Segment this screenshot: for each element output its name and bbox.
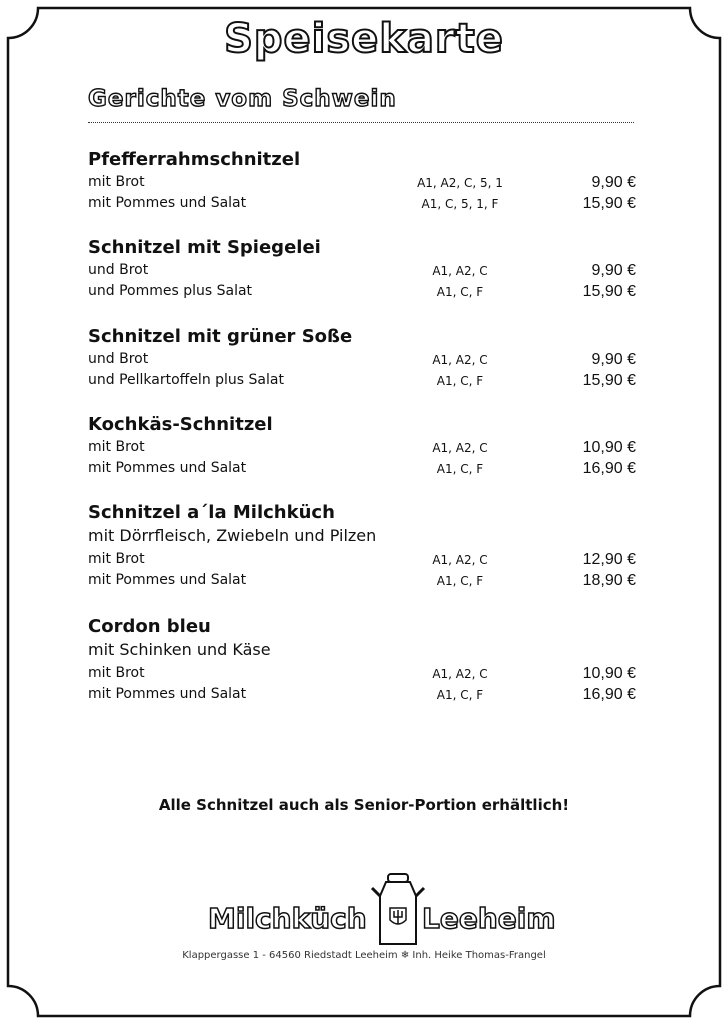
logo — [208, 870, 556, 950]
price: 10,90 € — [582, 665, 636, 682]
option-label: mit Brot — [88, 439, 145, 455]
dish-name: Pfefferrahmschnitzel — [88, 149, 301, 170]
menu-item — [88, 325, 636, 391]
option-label: und Pellkartoffeln plus Salat — [88, 372, 284, 388]
senior-portion-note: Alle Schnitzel auch als Senior-Portion erhältlich! — [158, 796, 570, 814]
logo-text-left: Milchküch — [208, 902, 367, 935]
allergens: A1, A2, C — [432, 264, 488, 278]
allergens: A1, A2, C — [432, 441, 488, 455]
option-label: mit Brot — [88, 551, 145, 567]
allergens: A1, C, F — [436, 574, 484, 588]
dish-description: mit Schinken und Käse — [88, 640, 271, 659]
allergens: A1, C, 5, 1, F — [421, 197, 499, 211]
price: 16,90 € — [582, 460, 636, 477]
dish-option — [88, 684, 636, 705]
allergens: A1, C, F — [436, 374, 484, 388]
menu-item — [88, 615, 636, 705]
allergens: A1, A2, C — [432, 667, 488, 681]
price: 12,90 € — [582, 551, 636, 568]
price: 9,90 € — [591, 351, 636, 368]
dish-option — [88, 281, 636, 302]
dish-option — [88, 458, 636, 479]
dish-name: Kochkäs-Schnitzel — [88, 414, 273, 435]
dish-option — [88, 349, 636, 370]
price: 9,90 € — [591, 262, 636, 279]
option-label: mit Brot — [88, 665, 145, 681]
price: 16,90 € — [582, 686, 636, 703]
dish-name: Schnitzel a´la Milchküch — [88, 502, 335, 523]
milk-can-icon — [368, 870, 428, 950]
menu-item — [88, 236, 636, 302]
dish-option — [88, 663, 636, 684]
price: 15,90 € — [582, 372, 636, 389]
option-label: mit Pommes und Salat — [88, 195, 247, 211]
dish-option — [88, 570, 636, 591]
address: Klappergasse 1 - 64560 Riedstadt Leeheim ❄ Inh. Heike Thomas-Frangel — [182, 950, 546, 961]
option-label: mit Pommes und Salat — [88, 686, 247, 702]
price: 9,90 € — [591, 174, 636, 191]
dish-name: Schnitzel mit Spiegelei — [88, 237, 321, 258]
allergens: A1, C, F — [436, 285, 484, 299]
dish-option — [88, 260, 636, 281]
dish-name: Cordon bleu — [88, 616, 211, 637]
price: 15,90 € — [582, 195, 636, 212]
option-label: und Brot — [88, 351, 149, 367]
dish-option — [88, 437, 636, 458]
menu-item — [88, 148, 636, 214]
section-heading: Gerichte vom Schwein — [88, 86, 397, 112]
logo-text-right: Leeheim — [422, 902, 556, 935]
dish-option — [88, 193, 636, 214]
price: 10,90 € — [582, 439, 636, 456]
dish-option — [88, 549, 636, 570]
allergens: A1, C, F — [436, 688, 484, 702]
option-label: mit Brot — [88, 174, 145, 190]
option-label: und Pommes plus Salat — [88, 283, 253, 299]
dish-option — [88, 172, 636, 193]
menu-item — [88, 413, 636, 479]
option-label: mit Pommes und Salat — [88, 460, 247, 476]
menu-item — [88, 501, 636, 591]
price: 18,90 € — [582, 572, 636, 589]
price: 15,90 € — [582, 283, 636, 300]
page-title: Speisekarte — [224, 16, 504, 62]
dish-name: Schnitzel mit grüner Soße — [88, 326, 353, 347]
option-label: mit Pommes und Salat — [88, 572, 247, 588]
option-label: und Brot — [88, 262, 149, 278]
allergens: A1, A2, C, 5, 1 — [417, 176, 503, 190]
dish-option — [88, 370, 636, 391]
dish-description: mit Dörrfleisch, Zwiebeln und Pilzen — [88, 526, 377, 545]
divider — [88, 122, 634, 123]
allergens: A1, C, F — [436, 462, 484, 476]
allergens: A1, A2, C — [432, 553, 488, 567]
allergens: A1, A2, C — [432, 353, 488, 367]
